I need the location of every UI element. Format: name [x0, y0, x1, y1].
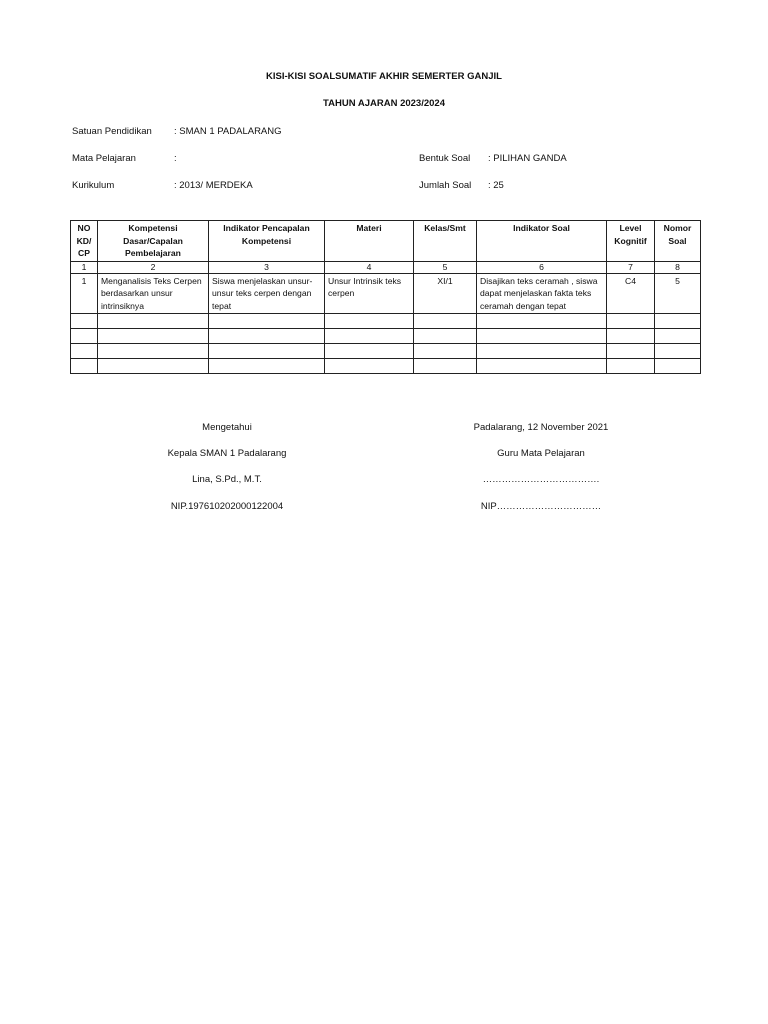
document-subtitle: TAHUN AJARAN 2023/2024 — [323, 98, 445, 109]
sig-left-nip: NIP.197610202000122004 — [170, 501, 284, 512]
header-kompetensi: Kompetensi Dasar/Capalan Pembelajaran — [98, 221, 209, 262]
column-number: 3 — [209, 261, 325, 273]
sig-left-heading: Mengetahui — [202, 422, 252, 433]
cell-kompetensi: Menganalisis Teks Cerpen berdasarkan unsur intrinsiknya — [98, 273, 209, 314]
cell-level: C4 — [607, 273, 655, 314]
empty-table-row — [71, 329, 701, 344]
sig-left-position: Kepala SMAN 1 Padalarang — [167, 448, 287, 459]
sig-right-date: Padalarang, 12 November 2021 — [473, 422, 609, 433]
column-number: 5 — [414, 261, 477, 273]
cell-nomor: 5 — [655, 273, 701, 314]
cell-indikator: Siswa menjelaskan unsur-unsur teks cerpen dengan tepat — [209, 273, 325, 314]
jumlah-label: Jumlah Soal — [419, 180, 472, 191]
table-header-row — [71, 221, 701, 262]
satuan-value: : SMAN 1 PADALARANG — [174, 126, 282, 137]
empty-table-row — [71, 344, 701, 359]
sig-right-name: ………………………………. — [482, 474, 600, 485]
table-row — [71, 273, 701, 314]
kurikulum-label: Kurikulum — [72, 180, 115, 191]
jumlah-value: : 25 — [488, 180, 504, 191]
column-number: 2 — [98, 261, 209, 273]
cell-no: 1 — [71, 273, 98, 314]
header-materi: Materi — [325, 221, 414, 262]
empty-table-row — [71, 314, 701, 329]
kurikulum-value: : 2013/ MERDEKA — [174, 180, 253, 191]
header-no-kd: NO KD/ CP — [71, 221, 98, 262]
header-level-kognitif: Level Kognitif — [607, 221, 655, 262]
column-number: 8 — [655, 261, 701, 273]
column-number-row — [71, 261, 701, 273]
cell-indikator-soal: Disajikan teks ceramah , siswa dapat menjelaskan fakta teks ceramah dengan tepat — [477, 273, 607, 314]
cell-materi: Unsur Intrinsik teks cerpen — [325, 273, 414, 314]
mapel-label: Mata Pelajaran — [72, 153, 136, 164]
document-title: KISI-KISI SOALSUMATIF AKHIR SEMERTER GANJIL — [266, 71, 502, 82]
column-number: 1 — [71, 261, 98, 273]
sig-right-nip: NIP…………………………… — [480, 501, 602, 512]
column-number: 7 — [607, 261, 655, 273]
sig-left-name: Lina, S.Pd., M.T. — [192, 474, 262, 485]
empty-table-row — [71, 359, 701, 374]
cell-kelas: XI/1 — [414, 273, 477, 314]
satuan-label: Satuan Pendidikan — [72, 126, 152, 137]
sig-right-position: Guru Mata Pelajaran — [497, 448, 585, 459]
column-number: 6 — [477, 261, 607, 273]
kisi-kisi-table — [70, 220, 701, 374]
column-number: 4 — [325, 261, 414, 273]
header-indikator-soal: Indikator Soal — [477, 221, 607, 262]
mapel-value: : — [174, 153, 177, 164]
header-indikator-pencapaian: Indikator Pencapalan Kompetensi — [209, 221, 325, 262]
header-kelas-smt: Kelas/Smt — [414, 221, 477, 262]
bentuk-value: : PILIHAN GANDA — [488, 153, 567, 164]
bentuk-label: Bentuk Soal — [419, 153, 471, 164]
header-nomor-soal: Nomor Soal — [655, 221, 701, 262]
